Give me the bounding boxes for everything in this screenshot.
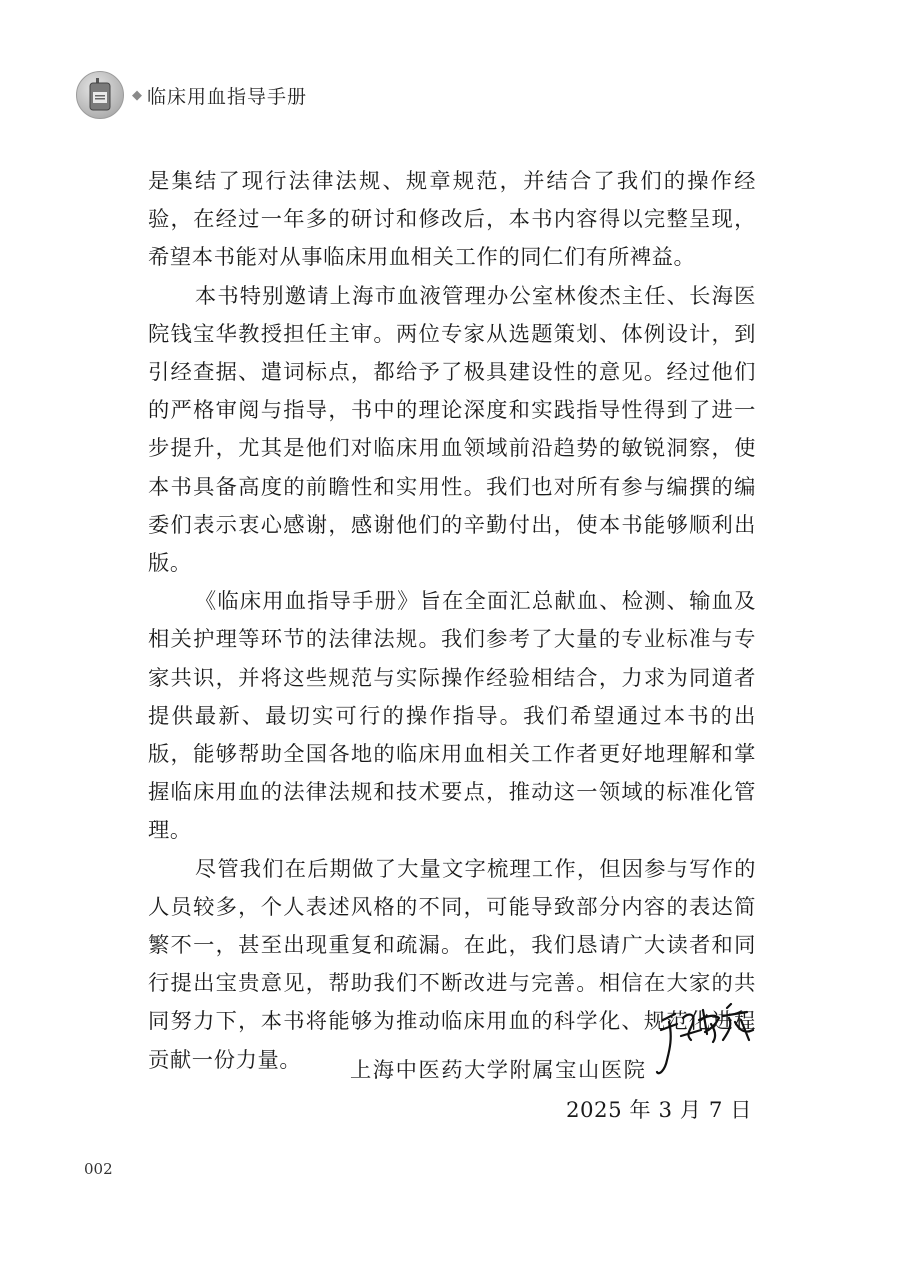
header-bullet: ◆ [132,87,142,103]
paragraph-4: 尽管我们在后期做了大量文字梳理工作，但因参与写作的人员较多，个人表述风格的不同，可能导致部分内容的表达简繁不一，甚至出现重复和疏漏。在此，我们恳请广大读者和同行提出宝贵意见，帮助我们不断改进与完善。相信在大家的共同努力下，本书将能够为推动临床用血的科学化、规范化进程贡献一份力量。 [148,856,756,1073]
paragraph-2: 本书特别邀请上海市血液管理办公室林俊杰主任、长海医院钱宝华教授担任主审。两位专家从选题策划、体例设计，到引经查据、遣词标点，都给予了极具建设性的意见。经过他们的严格审阅与指导，书中的理论深度和实践指导性得到了进一步提升，尤其是他们对临床用血领域前沿趋势的敏锐洞察，使本书具备高度的前瞻性和实用性。我们也对所有参与编撰的编委们表示衷心感谢，感谢他们的辛勤付出，使本书能够顺利出版。 [148,283,756,577]
preface-body [148,163,756,1080]
paragraph-1: 是集结了现行法律法规、规章规范，并结合了我们的操作经验，在经过一年多的研讨和修改后，本书内容得以完整呈现，希望本书能对从事临床用血相关工作的同仁们有所裨益。 [148,169,756,271]
blood-bag-icon [76,71,124,119]
book-title: 临床用血指导手册 [147,85,308,108]
handwritten-signature [655,1000,765,1082]
signature-date: 2025 年 3 月 7 日 [565,1098,752,1123]
page-number: 002 [84,1160,113,1178]
running-header [76,70,307,120]
paragraph-3: 《临床用血指导手册》旨在全面汇总献血、检测、输血及相关护理等环节的法律法规。我们参考了大量的专业标准与专家共识，并将这些规范与实际操作经验相结合，力求为同道者提供最新、最切实可行的操作指导。我们希望通过本书的出版，能够帮助全国各地的临床用血相关工作者更好地理解和掌握临床用血的法律法规和技术要点，推动这一领域的标准化管理。 [148,589,756,844]
institution-name: 上海中医药大学附属宝山医院 [350,1058,647,1083]
